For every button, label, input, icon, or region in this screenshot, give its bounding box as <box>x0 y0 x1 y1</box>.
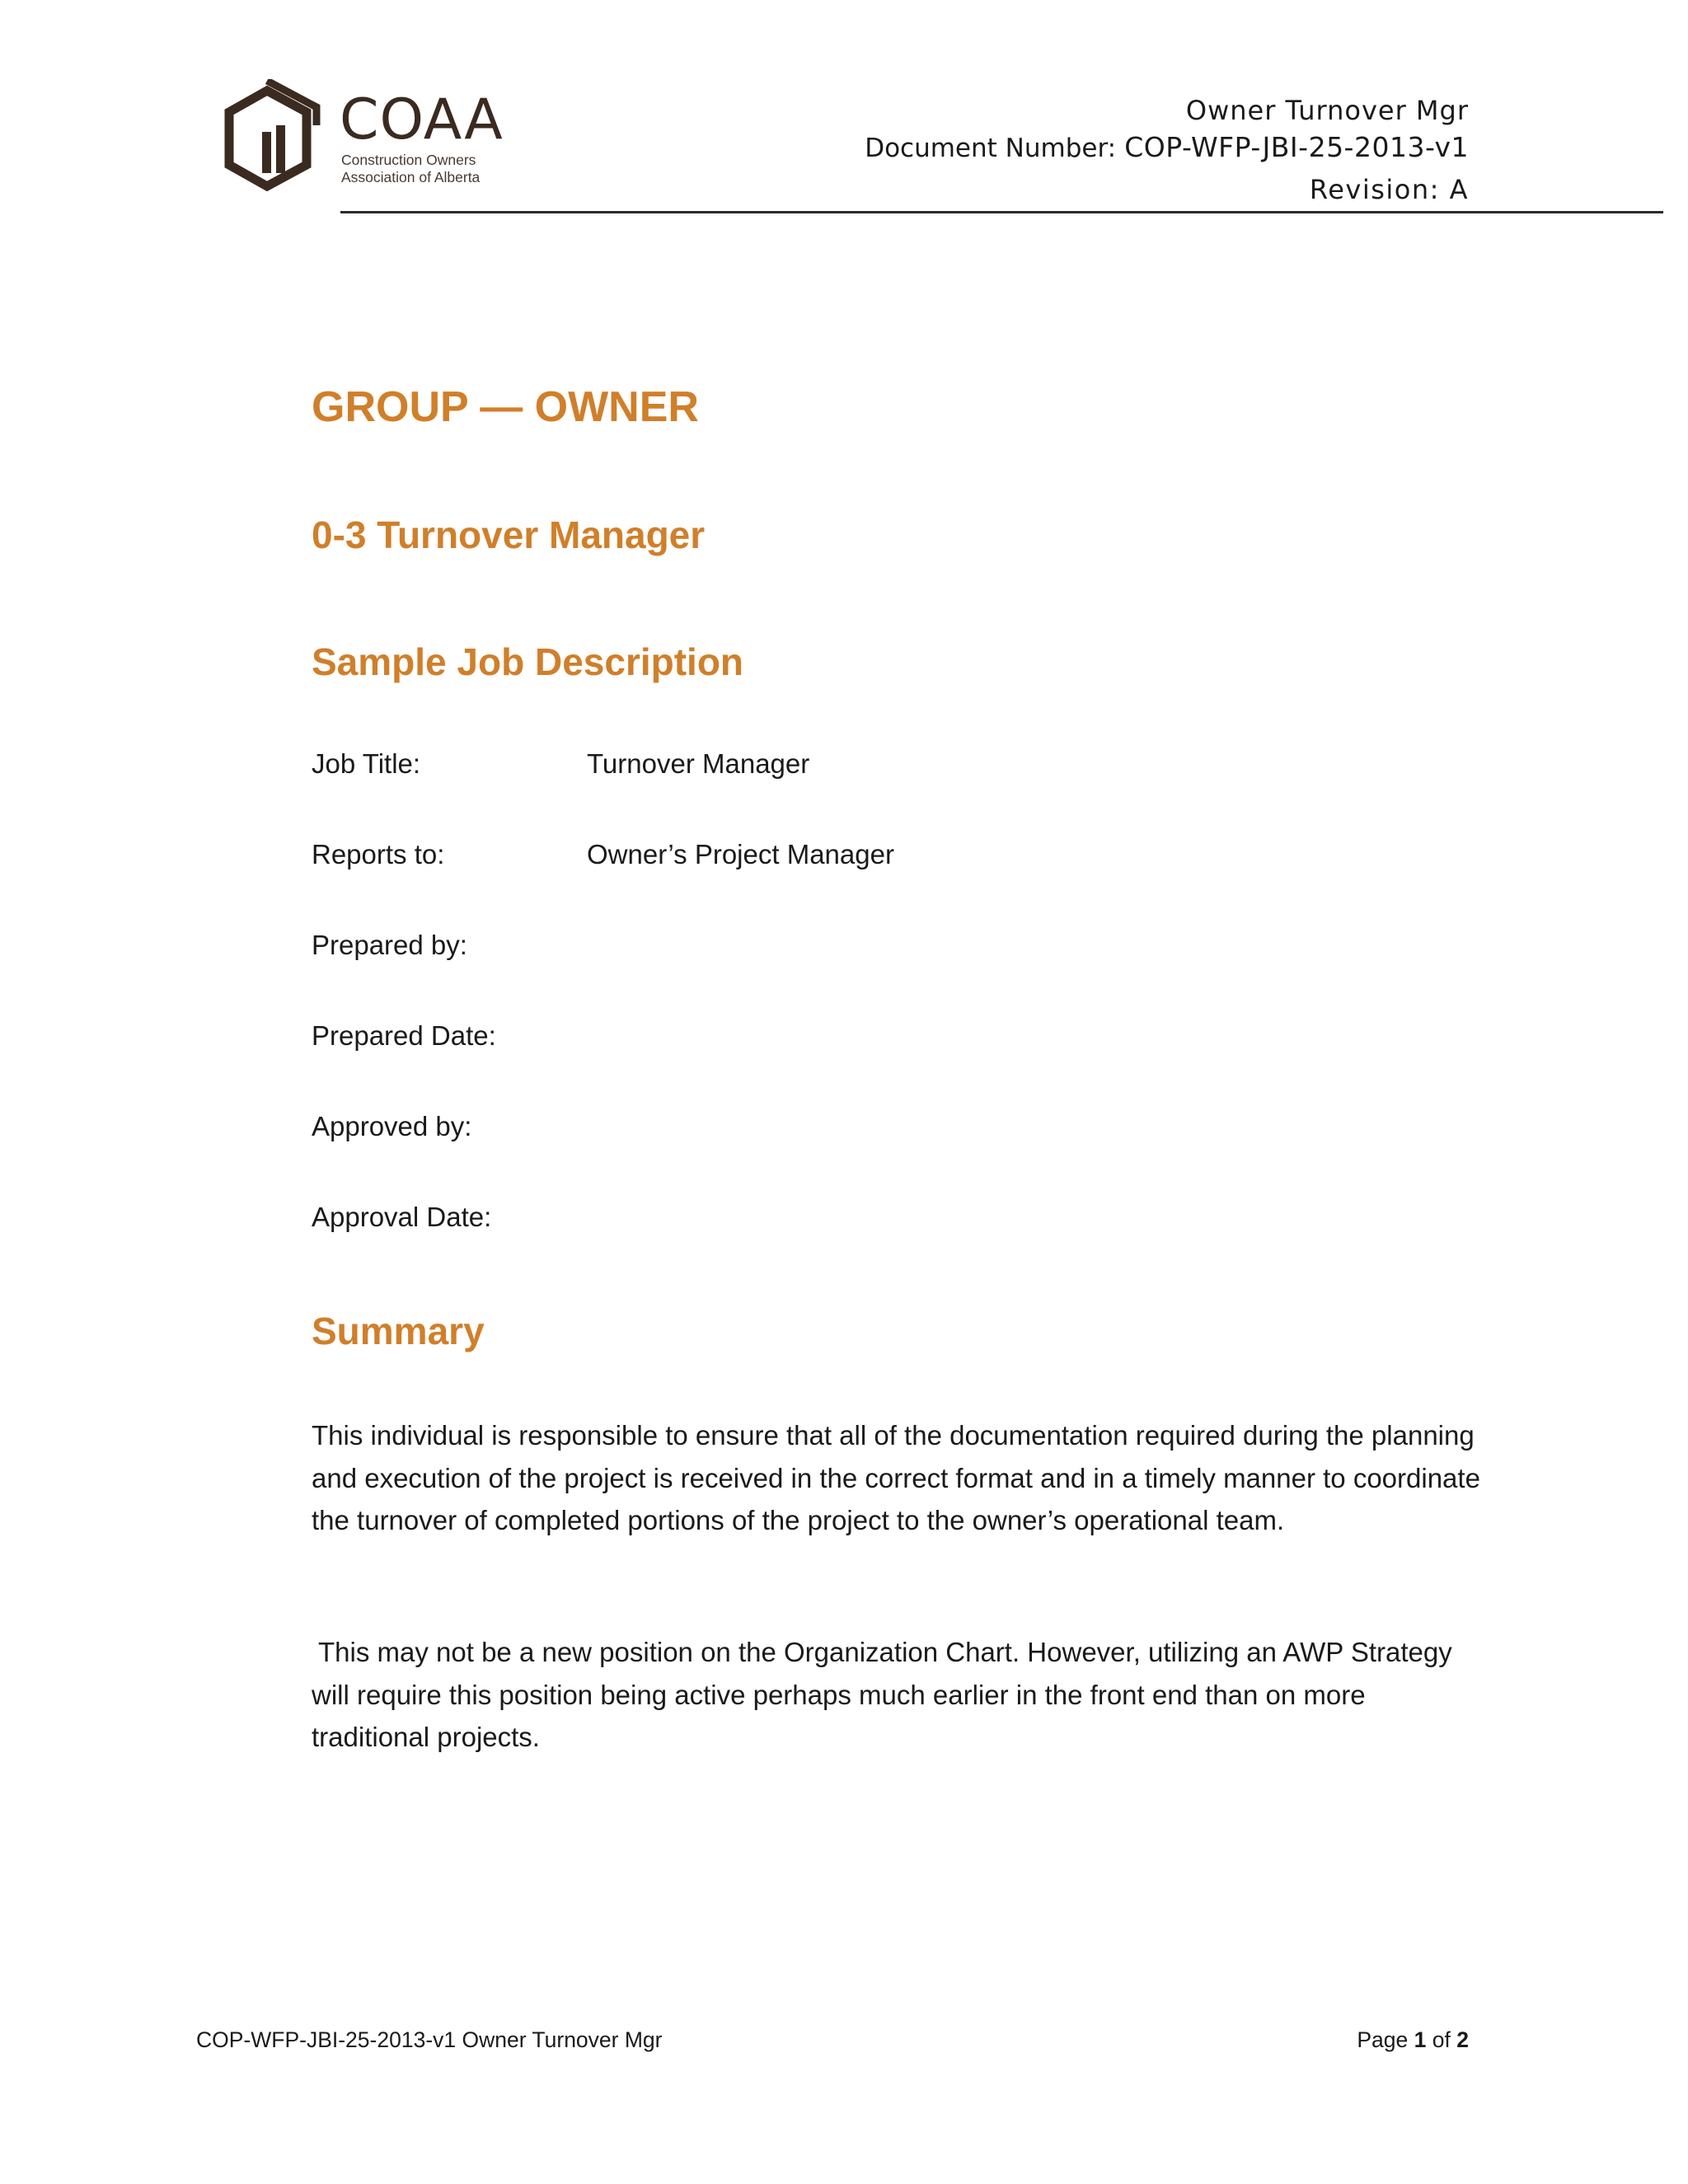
group-heading: GROUP — OWNER <box>312 383 699 431</box>
doc-number-label: Document Number: <box>865 134 1117 163</box>
role-heading: 0-3 Turnover Manager <box>312 513 706 556</box>
header-revision: Revision: A <box>1309 174 1469 205</box>
footer-document-id: COP-WFP-JBI-25-2013-v1 Owner Turnover Mgr <box>196 2027 663 2052</box>
approval-date-label: Approval Date: <box>312 1202 492 1232</box>
logo-wordmark: COAA <box>340 87 504 152</box>
reports-to-value: Owner’s Project Manager <box>587 839 894 869</box>
summary-heading: Summary <box>312 1310 485 1352</box>
page-total: 2 <box>1456 2027 1469 2052</box>
page-prefix: Page <box>1357 2027 1409 2052</box>
hexagon-logo-icon <box>224 79 331 203</box>
approved-by-label: Approved by: <box>312 1111 472 1141</box>
prepared-date-label: Prepared Date: <box>312 1020 496 1051</box>
footer-page-number <box>1357 2029 1469 2051</box>
reports-to-label: Reports to: <box>312 839 445 869</box>
header-title: Owner Turnover Mgr <box>1185 95 1469 126</box>
prepared-by-label: Prepared by: <box>312 930 467 960</box>
summary-paragraph-2: This may not be a new position on the Organization Chart. However, utilizing an AWP Strategy will require this position being active perhaps much earlier in the front end than on more traditional projects. <box>312 1637 1452 1752</box>
header-document-number <box>865 131 1469 163</box>
summary-paragraph-1: This individual is responsible to ensure that all of the documentation required during the planning and execution of the project is received in the correct format and in a timely manner to coordinate the turnover of completed portions of the project to the owner’s operational team. <box>312 1420 1480 1535</box>
logo-subtitle-line2: Association of Alberta <box>341 169 481 185</box>
job-title-value: Turnover Manager <box>587 748 810 779</box>
doc-number-value: COP-WFP-JBI-25-2013-v1 <box>1124 131 1469 163</box>
page-current: 1 <box>1414 2027 1427 2052</box>
header-divider <box>340 211 1663 213</box>
coaa-logo <box>224 79 504 203</box>
sample-heading: Sample Job Description <box>312 640 744 683</box>
logo-subtitle-line1: Construction Owners <box>341 152 476 168</box>
page-of: of <box>1432 2027 1451 2052</box>
job-title-label: Job Title: <box>312 748 421 779</box>
